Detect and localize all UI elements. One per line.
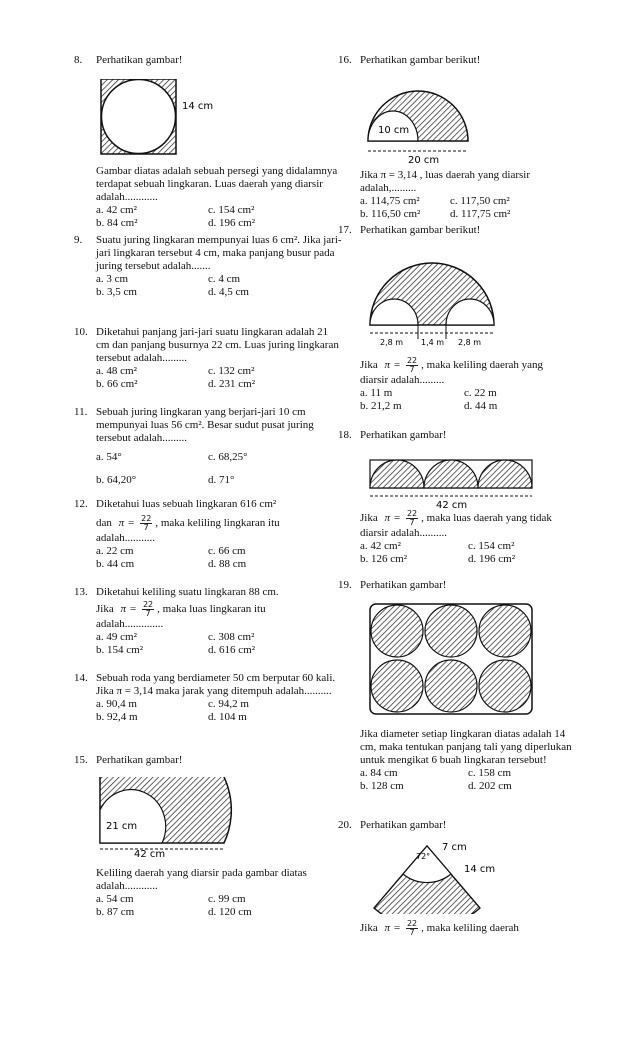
question-17: 17. Perhatikan gambar berikut! 2,8 m 1,4 m 2,8 m Jika π = $\frac{22}{7}$ , maka keliling daerah yang diarsir adalah......... a. 11 m c. 22 m b. 21,2 m d. 44 m xyxy=(338,224,578,429)
question-number: 17. xyxy=(338,224,352,236)
question-title: Perhatikan gambar! xyxy=(360,819,447,831)
option-d[interactable]: d. 196 cm² xyxy=(208,217,255,229)
answer-options xyxy=(360,540,578,566)
option-d[interactable]: d. 117,75 cm² xyxy=(450,208,511,220)
answer-options xyxy=(96,893,344,919)
pi-line: Jika π = $\frac{22}{7}$ , maka luas daerah yang tidak xyxy=(360,509,552,527)
option-a[interactable]: a. 42 cm² xyxy=(96,204,137,216)
pi-line: Jika π = $\frac{22}{7}$ , maka keliling daerah yang xyxy=(360,356,544,374)
figure-label-a: 10 cm xyxy=(378,125,410,136)
pi-line: Jika π = $\frac{22}{7}$ , maka keliling daerah xyxy=(360,919,519,937)
pi-line: Jika π = $\frac{22}{7}$ , maka luas lingkaran itu xyxy=(96,600,266,618)
question-text: Gambar diatas adalah sebuah persegi yang didalamnya terdapat sebuah lingkaran. Luas daerah yang diarsir adalah............ xyxy=(96,165,338,203)
option-b[interactable]: b. 3,5 cm xyxy=(96,286,137,298)
fraction: $\frac{22}{7}$ xyxy=(406,509,418,527)
option-a[interactable]: a. 3 cm xyxy=(96,273,129,285)
question-text: Sebuah roda yang berdiameter 50 cm berputar 60 kali. Jika π = 3,14 maka jarak yang ditempuh adalah.......... xyxy=(96,672,336,697)
question-number: 15. xyxy=(74,754,88,766)
figure-label-b: 14 cm xyxy=(464,864,496,875)
question-title: Perhatikan gambar! xyxy=(360,429,447,441)
fraction: $\frac{22}{7}$ xyxy=(141,514,152,532)
option-c[interactable]: c. 132 cm² xyxy=(208,365,255,377)
question-title: Perhatikan gambar berikut! xyxy=(360,54,481,66)
question-text: Jika diameter setiap lingkaran diatas adalah 14 cm, maka tentukan panjang tali yang diperlukan untuk mengikat 6 buah lingkaran tersebut! xyxy=(360,728,572,766)
three-semicircles-figure xyxy=(360,448,540,510)
option-b[interactable]: b. 154 cm² xyxy=(96,644,143,656)
figure-label-c: 2,8 m xyxy=(458,338,482,347)
question-text: Keliling daerah yang diarsir pada gambar diatas adalah............ xyxy=(96,867,307,892)
option-c[interactable]: c. 154 cm² xyxy=(208,204,255,216)
question-title: Perhatikan gambar! xyxy=(96,754,183,766)
answer-options xyxy=(96,204,344,230)
fraction: $\frac{22}{7}$ xyxy=(142,600,154,618)
question-number: 8. xyxy=(74,54,83,66)
square-circle-figure xyxy=(96,79,256,159)
figure-label-b: 20 cm xyxy=(408,155,440,163)
option-d[interactable]: d. 71° xyxy=(208,474,235,486)
answer-options xyxy=(360,195,578,221)
question-text: Diketahui panjang jari-jari suatu lingkaran adalah 21 cm dan panjang busurnya 22 cm. Luas juring lingkaran tersebut adalah......... xyxy=(96,326,339,364)
option-b[interactable]: b. 21,2 m xyxy=(360,400,402,412)
option-c[interactable]: c. 94,2 m xyxy=(208,698,249,710)
option-a[interactable]: a. 22 cm xyxy=(96,545,134,557)
question-16 xyxy=(338,54,578,224)
question-title: Perhatikan gambar berikut! xyxy=(360,224,481,236)
option-a[interactable]: a. 84 cm xyxy=(360,767,398,779)
option-b[interactable]: b. 87 cm xyxy=(96,906,135,918)
semicircle-figure xyxy=(360,77,500,163)
answer-options xyxy=(96,631,344,657)
question-title: Perhatikan gambar! xyxy=(96,54,183,66)
option-a[interactable]: a. 54° xyxy=(96,451,122,463)
option-a[interactable]: a. 48 cm² xyxy=(96,365,137,377)
right-column xyxy=(338,54,578,937)
option-c[interactable]: c. 117,50 cm² xyxy=(450,195,510,207)
question-text: Diketahui luas sebuah lingkaran 616 cm² xyxy=(96,498,277,510)
question-number: 14. xyxy=(74,672,88,684)
figure-label-b: 42 cm xyxy=(134,849,166,857)
question-number: 12. xyxy=(74,498,88,510)
answer-options xyxy=(96,365,344,391)
option-b[interactable]: b. 92,4 m xyxy=(96,711,138,723)
answer-options xyxy=(96,545,344,571)
option-b[interactable]: b. 64,20° xyxy=(96,474,137,486)
option-d[interactable]: d. 4,5 cm xyxy=(208,286,249,298)
figure-label: 14 cm xyxy=(182,101,214,112)
question-13: 13. Diketahui keliling suatu lingkaran 88 cm. Jika π = $\frac{22}{7}$ , maka luas lingkaran itu adalah.............. a. 49 cm² c. 308 cm² b. 154 cm² d. 616 cm² xyxy=(74,586,344,672)
question-number: 11. xyxy=(74,406,88,418)
option-a[interactable]: a. 11 m xyxy=(360,387,393,399)
option-a[interactable]: a. 49 cm² xyxy=(96,631,137,643)
figure-label-a: 2,8 m xyxy=(380,338,404,347)
option-b[interactable]: b. 116,50 cm² xyxy=(360,208,421,220)
option-c[interactable]: c. 99 cm xyxy=(208,893,246,905)
figure-label-c: 72° xyxy=(416,852,431,861)
option-d[interactable]: d. 196 cm² xyxy=(468,553,515,565)
option-d[interactable]: d. 231 cm² xyxy=(208,378,255,390)
option-d[interactable]: d. 120 cm xyxy=(208,906,252,918)
question-number: 20. xyxy=(338,819,352,831)
semicircle-figure xyxy=(360,245,510,349)
figure-label: 42 cm xyxy=(436,500,468,510)
question-19 xyxy=(338,579,578,819)
option-c[interactable]: c. 4 cm xyxy=(208,273,241,285)
question-text: Suatu juring lingkaran mempunyai luas 6 cm². Jika jari-jari lingkaran tersebut 4 cm, maka panjang busur pada juring tersebut adalah....... xyxy=(96,234,342,272)
answer-options xyxy=(360,387,578,413)
answer-options xyxy=(96,273,344,299)
question-number: 18. xyxy=(338,429,352,441)
option-d[interactable]: d. 616 cm² xyxy=(208,644,255,656)
answer-options xyxy=(360,767,578,793)
question-title: Perhatikan gambar! xyxy=(360,579,447,591)
question-12: 12. Diketahui luas sebuah lingkaran 616 cm² dan π = $\frac{22}{7}$ , maka keliling lingkaran itu adalah........... a. 22 cm c. 66 cm b. 44 cm d. 88 cm xyxy=(74,498,344,586)
option-c[interactable]: c. 66 cm xyxy=(208,545,246,557)
option-c[interactable]: c. 158 cm xyxy=(468,767,512,779)
option-a[interactable]: a. 90,4 m xyxy=(96,698,137,710)
option-d[interactable]: d. 104 m xyxy=(208,711,247,723)
figure-label-a: 7 cm xyxy=(442,842,467,853)
answer-options xyxy=(96,451,344,487)
question-number: 19. xyxy=(338,579,352,591)
left-column xyxy=(74,54,344,919)
option-c[interactable]: c. 308 cm² xyxy=(208,631,255,643)
question-number: 13. xyxy=(74,586,88,598)
option-a[interactable]: a. 114,75 cm² xyxy=(360,195,420,207)
fraction: $\frac{22}{7}$ xyxy=(406,919,418,937)
question-number: 10. xyxy=(74,326,88,338)
annular-sector-figure xyxy=(360,838,520,914)
option-b[interactable]: b. 66 cm² xyxy=(96,378,138,390)
answer-options xyxy=(96,698,344,724)
option-b[interactable]: b. 126 cm² xyxy=(360,553,407,565)
semicircle-figure xyxy=(96,777,246,857)
figure-label-b: 1,4 m xyxy=(421,338,445,347)
option-c[interactable]: c. 68,25° xyxy=(208,451,248,463)
option-b[interactable]: b. 84 cm² xyxy=(96,217,138,229)
question-18: 18. Perhatikan gambar! 42 cm Jika π = $\frac{22}{7}$ , maka luas daerah yang tidak diarsir adalah.......... a. 42 cm² c. 154 cm² b. 126 cm² d. 196 cm² xyxy=(338,429,578,579)
option-a[interactable]: a. 42 cm² xyxy=(360,540,401,552)
fraction: $\frac{22}{7}$ xyxy=(406,356,418,374)
six-circles-figure xyxy=(360,600,540,718)
question-text: Sebuah juring lingkaran yang berjari-jari 10 cm mempunyai luas 56 cm². Besar sudut pusat juring tersebut adalah......... xyxy=(96,406,314,444)
option-a[interactable]: a. 54 cm xyxy=(96,893,134,905)
option-d[interactable]: d. 88 cm xyxy=(208,558,247,570)
question-15 xyxy=(74,754,344,919)
option-d[interactable]: d. 44 m xyxy=(464,400,498,412)
pi-line: dan π = $\frac{22}{7}$ , maka keliling lingkaran itu xyxy=(96,514,280,532)
option-d[interactable]: d. 202 cm xyxy=(468,780,512,792)
question-14 xyxy=(74,672,344,754)
option-c[interactable]: c. 154 cm² xyxy=(468,540,515,552)
option-c[interactable]: c. 22 m xyxy=(464,387,497,399)
question-20 xyxy=(338,819,578,937)
question-text: Jika π = 3,14 , luas daerah yang diarsir adalah,......... xyxy=(360,169,530,194)
question-11 xyxy=(74,406,344,498)
question-number: 16. xyxy=(338,54,352,66)
option-b[interactable]: b. 128 cm xyxy=(360,780,404,792)
option-b[interactable]: b. 44 cm xyxy=(96,558,135,570)
question-number: 9. xyxy=(74,234,83,246)
question-10 xyxy=(74,326,344,406)
question-8 xyxy=(74,54,344,234)
question-text: Diketahui keliling suatu lingkaran 88 cm. xyxy=(96,586,279,598)
figure-label-a: 21 cm xyxy=(106,821,138,832)
question-9 xyxy=(74,234,344,326)
